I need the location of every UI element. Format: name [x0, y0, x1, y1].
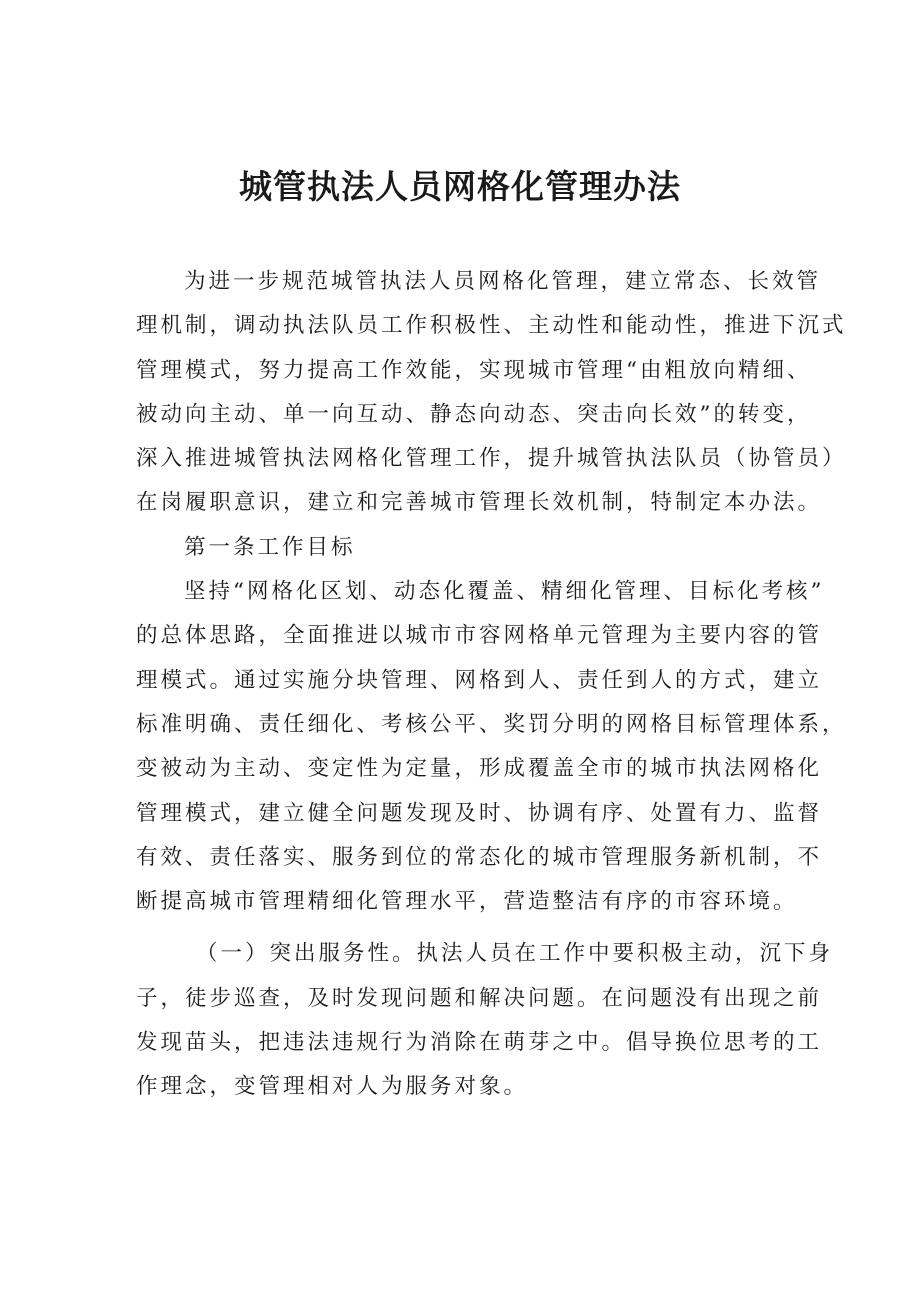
paragraph-1-line-5: 深入推进城管执法网格化管理工作，提升城管执法队员（协管员） [136, 446, 847, 472]
paragraph-2-line-4: 标准明确、责任细化、考核公平、奖罚分明的网格目标管理体系， [136, 711, 847, 737]
document-title: 城管执法人员网格化管理办法 [239, 167, 681, 206]
paragraph-2-line-1: 坚持“网格化区划、动态化覆盖、精细化管理、目标化考核” [184, 579, 825, 605]
paragraph-3-line-2: 子，徒步巡查，及时发现问题和解决问题。在问题没有出现之前 [136, 985, 823, 1011]
paragraph-2-line-5: 变被动为主动、变定性为定量，形成覆盖全市的城市执法网格化 [136, 756, 823, 782]
section-heading: 第一条工作目标 [184, 534, 356, 560]
paragraph-1-line-4: 被动向主动、单一向互动、静态向动态、突击向长效”的转变， [136, 401, 812, 427]
paragraph-2-line-3: 理模式。通过实施分块管理、网格到人、责任到人的方式，建立 [136, 667, 823, 693]
paragraph-3-line-3: 发现苗头，把违法违规行为消除在萌芽之中。倡导换位思考的工 [136, 1030, 823, 1056]
paragraph-2-line-8: 断提高城市管理精细化管理水平，营造整洁有序的市容环境。 [136, 889, 798, 915]
paragraph-1-line-2: 理机制，调动执法队员工作积极性、主动性和能动性，推进下沉式 [136, 313, 847, 339]
paragraph-1-line-3: 管理模式，努力提高工作效能，实现城市管理“由粗放向精细、 [136, 357, 812, 383]
paragraph-2-line-7: 有效、责任落实、服务到位的常态化的城市管理服务新机制，不 [136, 844, 823, 870]
paragraph-3-line-1: （一）突出服务性。执法人员在工作中要积极主动，沉下身 [196, 941, 834, 967]
document-body [136, 260, 847, 1110]
paragraph-1-line-1: 为进一步规范城管执法人员网格化管理，建立常态、长效管 [184, 269, 822, 294]
paragraph-2-line-6: 管理模式，建立健全问题发现及时、协调有序、处置有力、监督 [136, 800, 823, 826]
paragraph-2-line-2: 的总体思路，全面推进以城市市容网格单元管理为主要内容的管 [136, 623, 823, 649]
paragraph-1-line-6: 在岗履职意识，建立和完善城市管理长效机制，特制定本办法。 [136, 490, 823, 516]
paragraph-3-line-4: 作理念，变管理相对人为服务对象。 [136, 1074, 529, 1100]
